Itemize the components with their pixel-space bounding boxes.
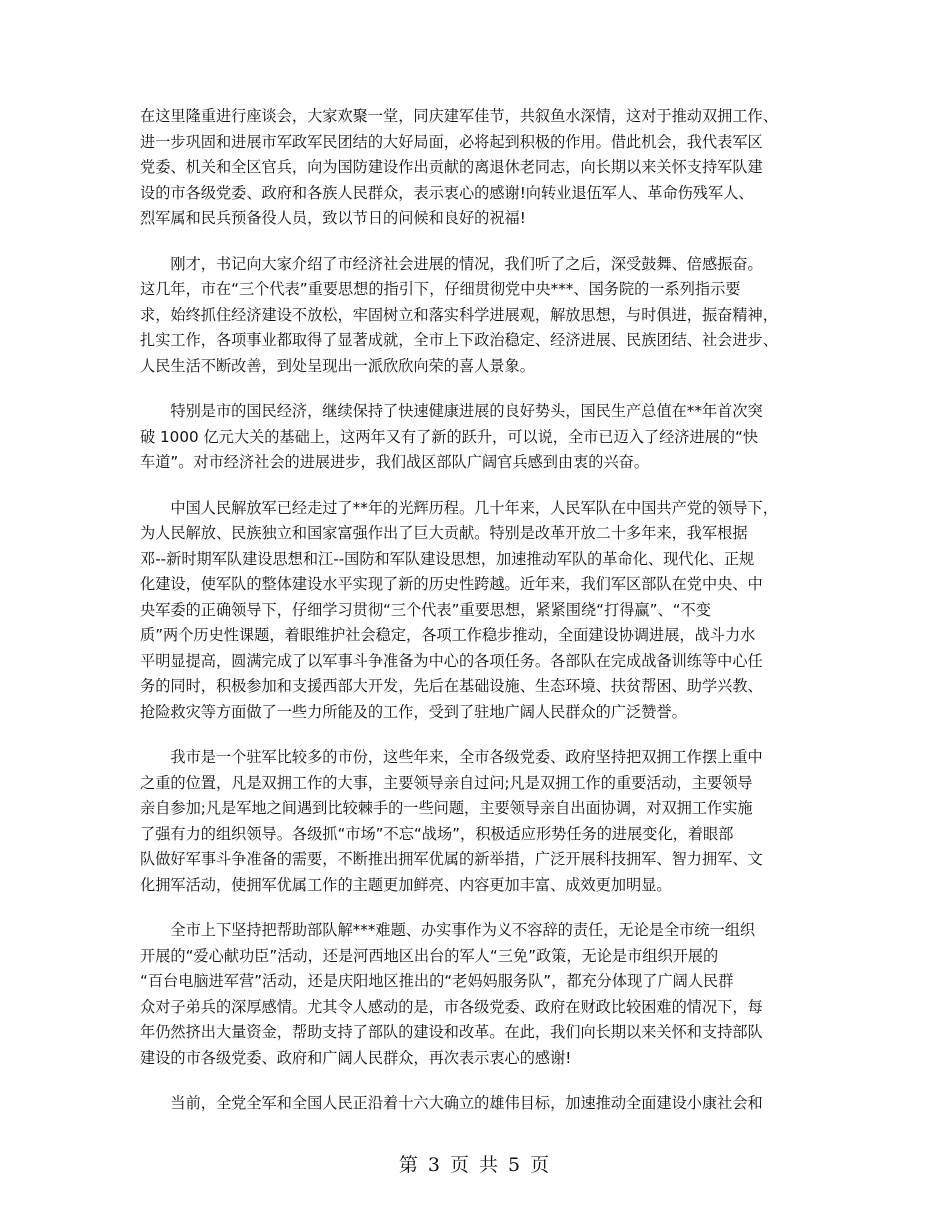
paragraph [140, 252, 822, 380]
paragraph [140, 745, 822, 898]
text-line: 中国人民解放军已经走过了**年的光辉历程。几十年来，人民军队在中国共产党的领导下， [140, 498, 778, 517]
page-footer [0, 1150, 950, 1177]
text-line: 建设的市各级党委、政府和广阔人民群众，再次表示衷心的感谢! [140, 1048, 572, 1067]
paragraph [140, 496, 822, 726]
text-line: 队做好军事斗争准备的需要，不断推出拥军优属的新举措，广泛开展科技拥军、智力拥军、文 [140, 850, 763, 868]
text-line: 化建设，使军队的整体建设水平实现了新的历史性跨越。近年来，我们军区部队在党中央、中 [140, 575, 763, 593]
document-body [140, 104, 822, 1137]
footer-total-prefix: 共 [479, 1154, 501, 1176]
text-line: 刚才，书记向大家介绍了市经济社会进展的情况，我们听了之后，深受鼓舞、倍感振奋。 [140, 254, 763, 273]
text-line: 破 1000 亿元大关的基础上，这两年又有了新的跃升，可以说，全市已迈入了经济进展的“快 [140, 427, 759, 446]
text-line: 党委、机关和全区官兵，向为国防建设作出贡献的离退休老同志，向长期以来关怀支持军队建 [140, 158, 763, 176]
text-line: 这几年，市在“三个代表”重要思想的指引下，仔细贯彻党中央***、国务院的一系列指示要 [140, 280, 741, 298]
text-line: 邓--新时期军队建设思想和江--国防和军队建设思想，加速推动军队的革命化、现代化、正规 [140, 549, 755, 568]
text-line: 车道”。对市经济社会的进展进步，我们战区部队广阔官兵感到由衷的兴奋。 [140, 453, 650, 471]
text-line: 求，始终抓住经济建设不放松，牢固树立和落实科学进展观，解放思想，与时俱进，振奋精神， [140, 305, 778, 324]
text-line: 央军委的正确领导下，仔细学习贯彻“三个代表”重要思想，紧紧围绕“打得赢”、“不变 [140, 600, 711, 619]
text-line: 在这里隆重进行座谈会，大家欢聚一堂，同庆建军佳节，共叙鱼水深情，这对于推动双拥工作、 [140, 107, 778, 125]
footer-suffix: 页 [530, 1154, 552, 1176]
text-line: 为人民解放、民族独立和国家富强作出了巨大贡献。特别是改革开放二十多年来，我军根据 [140, 524, 748, 542]
text-line: 年仍然挤出大量资金，帮助支持了部队的建设和改革。在此，我们向长期以来关怀和支持部队 [140, 1023, 763, 1041]
text-line: 亲自参加;凡是军地之间遇到比较棘手的一些问题，主要领导亲自出面协调，对双拥工作实施 [140, 799, 753, 817]
footer-prefix: 第 [398, 1154, 420, 1176]
text-line: “百台电脑进军营”活动，还是庆阳地区推出的“老妈妈服务队”，都充分体现了广阔人民群 [140, 972, 734, 990]
text-line: 设的市各级党委、政府和各族人民群众，表示衷心的感谢!向转业退伍军人、革命伤残军人、 [140, 183, 754, 202]
text-line: 当前，全党全军和全国人民正沿着十六大确立的雄伟目标，加速推动全面建设小康社会和 [140, 1094, 763, 1112]
text-line: 进一步巩固和进展市军政军民团结的大好局面，必将起到积极的作用。借此机会，我代表军区 [140, 132, 763, 151]
text-line: 之重的位置，凡是双拥工作的大事，主要领导亲自过问;凡是双拥工作的重要活动，主要领导 [140, 773, 753, 792]
text-line: 烈军属和民兵预备役人员，致以节日的问候和良好的祝福! [140, 209, 526, 227]
text-line: 开展的“爱心献功臣”活动，还是河西地区出台的军人“三免”政策，无论是市组织开展的 [140, 946, 719, 965]
text-line: 务的同时，积极参加和支援西部大开发，先后在基础设施、生态环境、扶贫帮困、助学兴教、 [140, 677, 763, 695]
text-line: 平明显提高，圆满完成了以军事斗争准备为中心的各项任务。各部队在完成战备训练等中心任 [140, 651, 763, 670]
paragraph [140, 918, 822, 1071]
text-line: 化拥军活动，使拥军优属工作的主题更加鲜亮、内容更加丰富、成效更加明显。 [140, 875, 672, 894]
text-line: 人民生活不断改善，到处呈现出一派欣欣向荣的喜人景象。 [140, 356, 535, 375]
text-line: 特别是市的国民经济，继续保持了快速健康进展的良好势头，国民生产总值在**年首次突 [140, 402, 763, 420]
paragraph [140, 399, 822, 476]
text-line: 质”两个历史性课题，着眼维护社会稳定，各项工作稳步推动，全面建设协调进展，战斗力水 [140, 626, 756, 644]
paragraph [140, 104, 822, 232]
page-number: 3 [427, 1154, 442, 1176]
text-line: 扎实工作，各项事业都取得了显著成就，全市上下政治稳定、经济进展、民族团结、社会进步、 [140, 331, 778, 349]
footer-page-word: 页 [449, 1154, 471, 1176]
text-line: 众对子弟兵的深厚感情。尤其令人感动的是，市各级党委、政府在财政比较困难的情况下，每 [140, 997, 763, 1016]
text-line: 了强有力的组织领导。各级抓“市场”不忘“战场”，积极适应形势任务的进展变化，着眼部 [140, 824, 734, 843]
text-line: 我市是一个驻军比较多的市份，这些年来，全市各级党委、政府坚持把双拥工作摆上重中 [140, 748, 763, 766]
text-line: 全市上下坚持把帮助部队解***难题、办实事作为义不容辞的责任，无论是全市统一组织 [140, 921, 756, 939]
total-pages: 5 [508, 1154, 523, 1176]
paragraph [140, 1091, 822, 1117]
text-line: 抢险救灾等方面做了一些力所能及的工作，受到了驻地广阔人民群众的广泛赞誉。 [140, 702, 687, 721]
